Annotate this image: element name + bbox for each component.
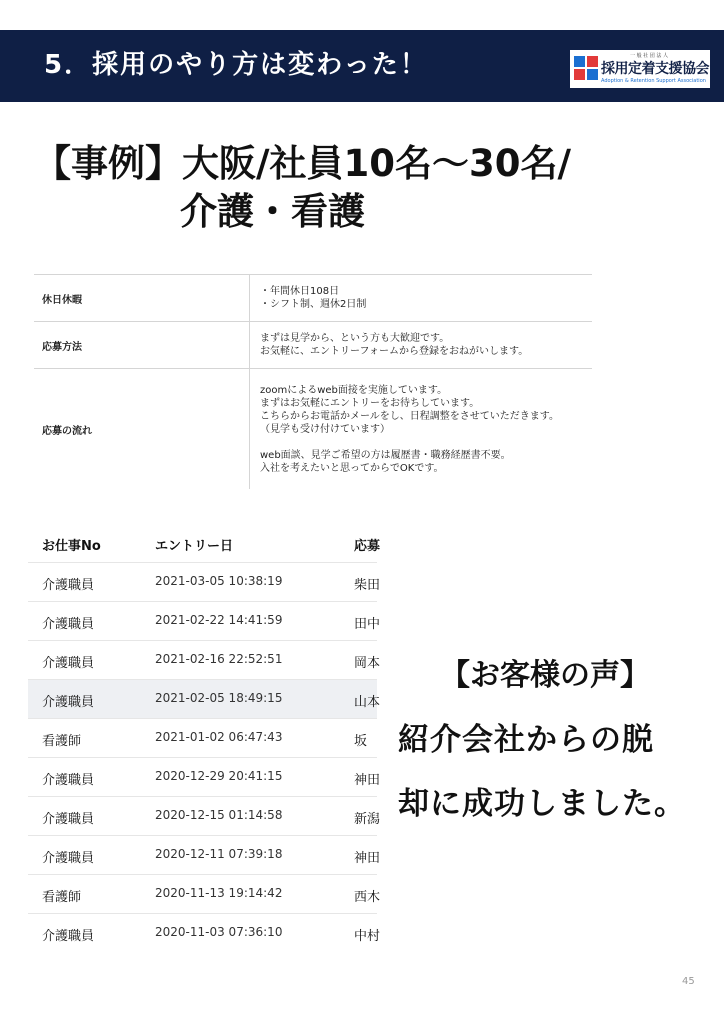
job-cell: 介護職員 — [42, 929, 95, 944]
entry-date-cell: 2020-12-29 20:41:15 — [155, 769, 283, 783]
header-job-no: お仕事No — [42, 539, 101, 554]
applicant-cell: 神田 — [354, 851, 381, 866]
value-line: ・年間休日108日 — [260, 286, 340, 297]
table-row — [34, 275, 592, 322]
applicant-cell: 岡本 — [354, 656, 381, 671]
entry-date-cell: 2021-01-02 06:47:43 — [155, 730, 283, 744]
row-label: 応募の流れ — [34, 369, 250, 490]
applicant-cell: 柴田 — [354, 578, 381, 593]
job-info-table — [34, 274, 592, 489]
table-row — [28, 679, 381, 718]
table-row — [28, 601, 381, 640]
logo-mark-icon — [574, 56, 598, 82]
job-cell: 介護職員 — [42, 656, 95, 671]
header-applicant: 応募 — [354, 539, 381, 554]
row-value — [250, 275, 593, 322]
row-label: 休日休暇 — [34, 275, 250, 322]
logo-main-text: 採用定着支援協会 — [601, 61, 709, 77]
voice-line-1: 紹介会社からの脱 — [398, 722, 654, 758]
applicant-cell: 中村 — [354, 929, 381, 944]
entry-list-header — [28, 522, 381, 562]
header-bar — [0, 30, 724, 102]
table-row — [28, 835, 381, 874]
case-title-line1: 【事例】大阪/社員10名～30名/ — [34, 142, 572, 185]
table-row — [28, 640, 381, 679]
applicant-cell: 西木 — [354, 890, 381, 905]
entry-date-cell: 2021-02-22 14:41:59 — [155, 613, 283, 627]
row-value — [250, 369, 593, 490]
header-entry-date: エントリー日 — [155, 539, 234, 554]
table-row — [34, 322, 592, 369]
value-line: まずは見学から、という方も大歓迎です。 — [260, 333, 450, 344]
job-cell: 介護職員 — [42, 851, 95, 866]
entry-date-cell: 2021-02-16 22:52:51 — [155, 652, 283, 666]
applicant-cell: 神田 — [354, 773, 381, 788]
job-cell: 介護職員 — [42, 578, 95, 593]
applicant-cell: 新潟 — [354, 812, 381, 827]
table-row — [28, 796, 381, 835]
job-cell: 介護職員 — [42, 695, 95, 710]
value-line: まずはお気軽にエントリーをお待ちしています。 — [260, 397, 480, 409]
value-line — [260, 436, 591, 449]
table-row — [28, 562, 381, 601]
job-cell: 看護師 — [42, 734, 82, 749]
value-line: ・シフト制、週休2日制 — [260, 299, 367, 310]
voice-heading: 【お客様の声】 — [440, 658, 650, 693]
applicant-cell: 山本 — [354, 695, 381, 710]
entry-date-cell: 2020-12-11 07:39:18 — [155, 847, 283, 861]
entry-date-cell: 2020-11-13 19:14:42 — [155, 886, 283, 900]
logo-sub-text: Adoption & Retention Support Association — [601, 78, 706, 84]
association-logo — [570, 50, 710, 88]
voice-line-2: 却に成功しました。 — [398, 786, 686, 822]
case-title-line2: 介護・看護 — [180, 190, 365, 233]
entry-date-cell: 2021-02-05 18:49:15 — [155, 691, 283, 705]
entry-date-cell: 2020-12-15 01:14:58 — [155, 808, 283, 822]
job-cell: 看護師 — [42, 890, 82, 905]
table-row — [28, 913, 381, 952]
value-line: 入社を考えたいと思ってからでOKです。 — [260, 462, 444, 474]
value-line: web面談、見学ご希望の方は履歴書・職務経歴書不要。 — [260, 449, 511, 461]
table-row — [28, 718, 377, 757]
value-line: zoomによるweb面接を実施しています。 — [260, 384, 448, 396]
page-title: 5．採用のやり方は変わった！ — [44, 50, 428, 80]
value-line: お気軽に、エントリーフォームから登録をおねがいします。 — [260, 346, 529, 357]
logo-small-text: 一 般 社 団 法 人 — [630, 53, 668, 59]
table-row — [34, 369, 592, 490]
job-cell: 介護職員 — [42, 617, 95, 632]
value-line: （見学も受け付けています） — [260, 423, 390, 435]
table-row — [28, 874, 381, 913]
entry-date-cell: 2021-03-05 10:38:19 — [155, 574, 283, 588]
row-value — [250, 322, 593, 369]
row-label: 応募方法 — [34, 322, 250, 369]
entry-list — [28, 522, 381, 944]
job-cell: 介護職員 — [42, 812, 95, 827]
applicant-cell: 坂 — [354, 734, 368, 749]
job-cell: 介護職員 — [42, 773, 95, 788]
entry-date-cell: 2020-11-03 07:36:10 — [155, 925, 283, 939]
value-line: こちらからお電話かメールをし、日程調整をさせていただきます。 — [260, 410, 559, 422]
applicant-cell: 田中 — [354, 617, 381, 632]
page-number: 45 — [682, 976, 695, 987]
table-row — [28, 757, 381, 796]
